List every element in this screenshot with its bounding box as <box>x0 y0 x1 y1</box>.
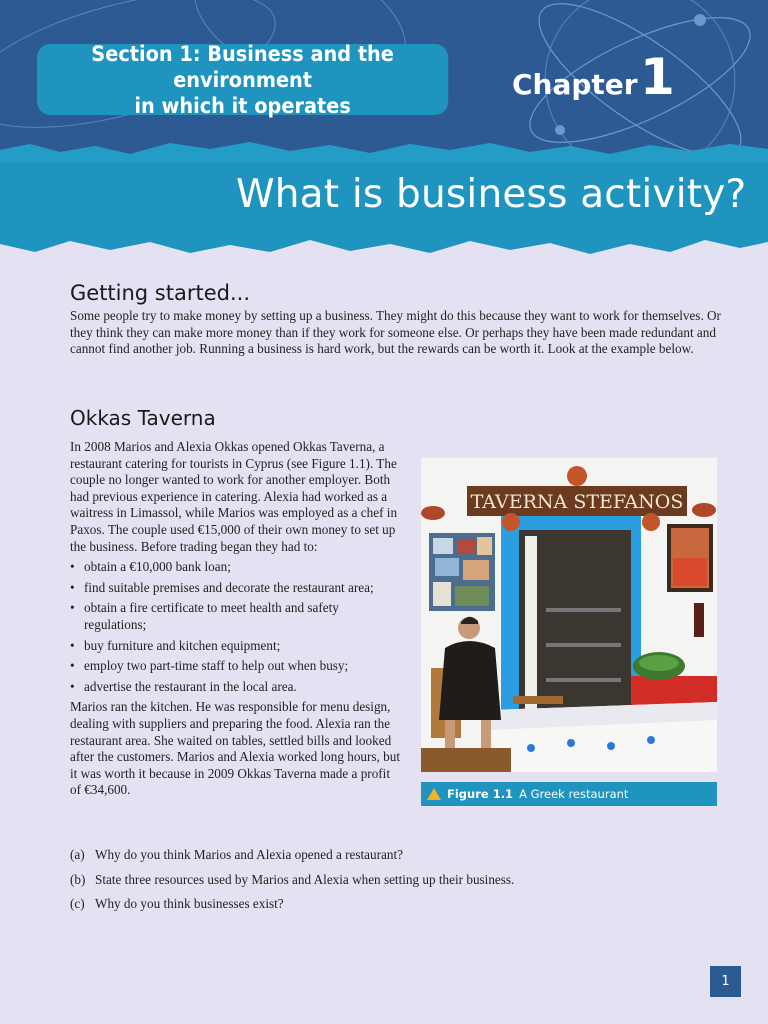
section-label <box>37 41 448 118</box>
taverna-sign-text: TAVERNA STEFANOS <box>470 491 684 513</box>
getting-started-text: Some people try to make money by setting up a business. They might do this because they want to work for themselves. Or they think they can make more money than if they work for someone else. Or perhaps they have been made redundant and cannot find another job. Running a business is hard work, but the rewards can be worth it. Look at the example below. <box>70 308 721 357</box>
question-number: (c) <box>70 896 85 912</box>
list-item: • employ two part-time staff to help out when busy; <box>70 658 400 675</box>
figure-label: Figure 1.1 <box>447 787 514 801</box>
chapter-header <box>0 0 768 160</box>
section-line-2: in which it operates <box>134 93 351 118</box>
question-text: State three resources used by Marios and Alexia when setting up their business. <box>95 871 515 887</box>
questions-list <box>70 847 730 921</box>
warning-triangle-icon <box>427 788 441 800</box>
figure-caption-text: A Greek restaurant <box>519 787 629 801</box>
list-item: • obtain a €10,000 bank loan; <box>70 559 400 576</box>
case-study-para-1: In 2008 Marios and Alexia Okkas opened Okkas Taverna, a restaurant catering for tourists in Cyprus (see Figure 1.1). The couple no longer wanted to work for another employer. Both had previous experience in catering. Alexia had worked as a waitress in Limassol, while Marios was employed as a chef in Paxos. The couple used €15,000 of their own money to set up the business. Before trading began they had to: <box>70 439 398 554</box>
section-line-1: Section 1: Business and the environment <box>91 41 394 92</box>
question-number: (b) <box>70 871 86 887</box>
question-text: Why do you think businesses exist? <box>95 896 284 912</box>
case-study-para-2: Marios ran the kitchen. He was responsible for menu design, dealing with suppliers and preparing the food. Alexia ran the restaurant area. She waited on tables, settled bills and looked after the customers. Marios and Alexia worked long hours, but it was worth it because in 2009 Okkas Taverna made a profit of €34,600. <box>70 699 400 798</box>
figure-caption <box>421 782 717 806</box>
chapter-number: 1 <box>640 48 675 106</box>
question-item <box>70 847 730 864</box>
question-text: Why do you think Marios and Alexia opened a restaurant? <box>95 847 403 862</box>
chapter-title: What is business activity? <box>236 172 747 217</box>
page-number: 1 <box>710 966 741 997</box>
list-item: • find suitable premises and decorate the restaurant area; <box>70 580 400 597</box>
question-number: (a) <box>70 847 85 862</box>
question-item <box>70 872 730 889</box>
case-study-body <box>70 439 400 799</box>
restaurant-photo <box>421 458 717 772</box>
list-item: • obtain a fire certificate to meet health and safety regulations; <box>70 600 400 633</box>
preparation-list <box>70 559 400 695</box>
question-item <box>70 896 730 913</box>
getting-started-heading: Getting started... <box>70 281 250 305</box>
case-study-heading: Okkas Taverna <box>70 406 216 430</box>
chapter-label: Chapter <box>512 68 638 101</box>
list-item: • advertise the restaurant in the local area. <box>70 679 400 696</box>
list-item: • buy furniture and kitchen equipment; <box>70 638 400 655</box>
